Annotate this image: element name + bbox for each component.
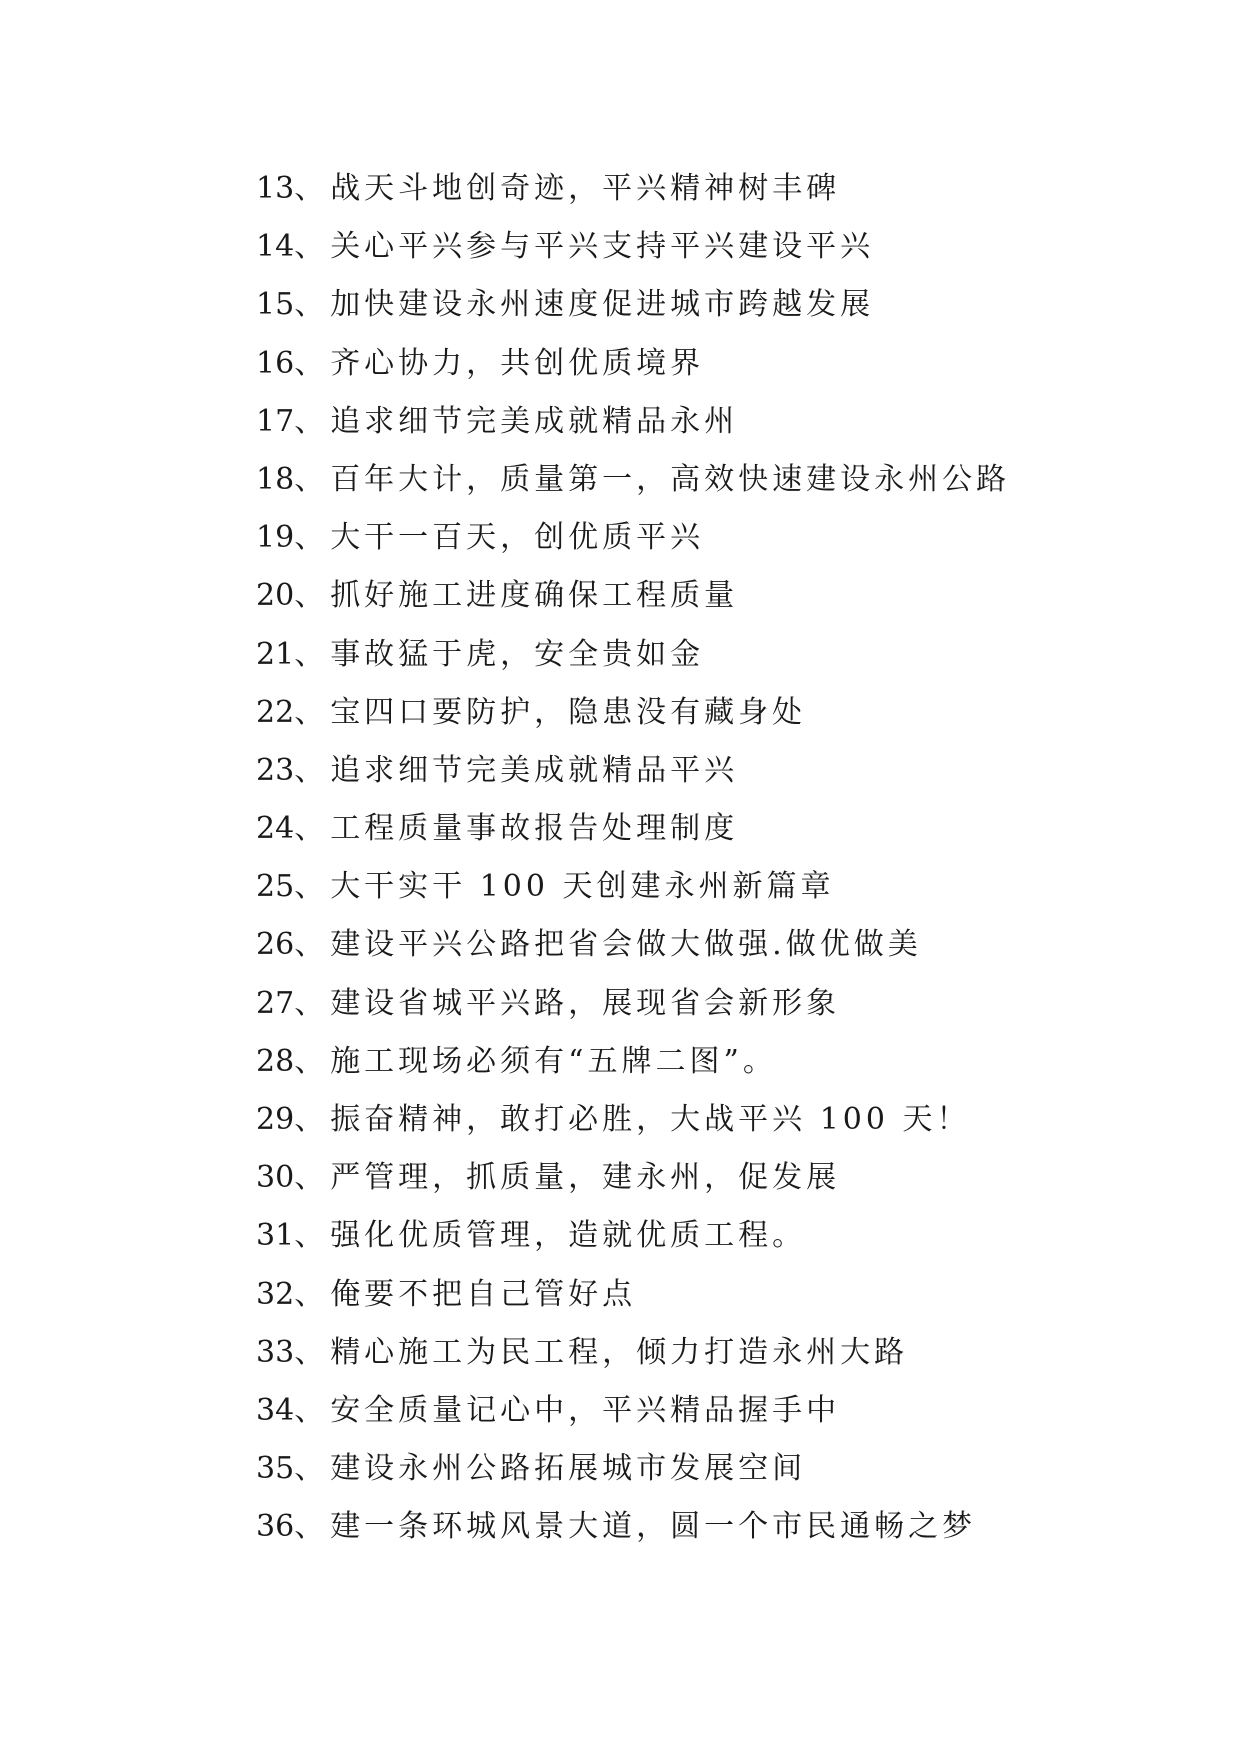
list-item [256, 393, 1156, 451]
item-number: 26 [256, 927, 295, 963]
item-text: 事故猛于虎，安全贵如金 [330, 636, 705, 672]
item-number: 24 [256, 811, 295, 847]
item-separator: 、 [294, 578, 325, 614]
item-text: 追求细节完美成就精品永州 [330, 403, 739, 439]
list-item [256, 1324, 1156, 1382]
list-item [256, 1149, 1156, 1207]
item-text: 俺要不把自己管好点 [330, 1276, 637, 1312]
item-number: 15 [256, 287, 295, 323]
item-text: 精心施工为民工程，倾力打造永州大路 [330, 1334, 909, 1370]
list-item [256, 1033, 1156, 1091]
item-text: 加快建设永州速度促进城市跨越发展 [330, 287, 875, 323]
item-separator: 、 [294, 752, 325, 788]
item-number: 28 [256, 1043, 295, 1079]
item-separator: 、 [294, 869, 325, 905]
item-text: 齐心协力，共创优质境界 [330, 345, 705, 381]
item-text: 关心平兴参与平兴支持平兴建设平兴 [330, 229, 875, 265]
list-item [256, 626, 1156, 684]
item-text: 追求细节完美成就精品平兴 [330, 752, 739, 788]
item-text: 宝四口要防护，隐患没有藏身处 [330, 694, 807, 730]
item-number: 20 [256, 578, 295, 614]
item-separator: 、 [294, 403, 325, 439]
item-separator: 、 [294, 1160, 325, 1196]
item-text: 施工现场必须有“五牌二图”。 [330, 1043, 777, 1079]
item-number: 18 [256, 461, 295, 497]
item-separator: 、 [294, 694, 325, 730]
item-number: 14 [256, 229, 295, 265]
list-item [256, 858, 1156, 916]
list-item [256, 1207, 1156, 1265]
item-number: 30 [256, 1160, 295, 1196]
item-text: 建一条环城风景大道，圆一个市民通畅之梦 [330, 1509, 977, 1545]
list-item [256, 160, 1156, 218]
item-number: 33 [256, 1334, 295, 1370]
item-number: 22 [256, 694, 295, 730]
item-separator: 、 [294, 229, 325, 265]
item-separator: 、 [294, 1509, 325, 1545]
item-number: 13 [256, 171, 295, 206]
list-item [256, 684, 1156, 742]
list-item [256, 451, 1156, 509]
item-number: 19 [256, 520, 295, 556]
item-number: 32 [256, 1276, 295, 1312]
item-separator: 、 [294, 927, 325, 963]
item-text: 严管理，抓质量，建永州，促发展 [330, 1160, 841, 1196]
item-separator: 、 [294, 287, 325, 323]
item-number: 16 [256, 345, 295, 381]
item-number: 31 [256, 1218, 295, 1254]
item-number: 23 [256, 752, 295, 788]
list-item [256, 567, 1156, 625]
item-separator: 、 [294, 1451, 325, 1487]
item-separator: 、 [294, 345, 325, 381]
item-text: 百年大计，质量第一，高效快速建设永州公路 [330, 461, 1011, 497]
list-item [256, 335, 1156, 393]
list-item [256, 1266, 1156, 1324]
item-number: 27 [256, 985, 295, 1021]
list-item [256, 916, 1156, 974]
item-text: 工程质量事故报告处理制度 [330, 811, 739, 847]
list-item [256, 218, 1156, 276]
item-separator: 、 [294, 171, 325, 206]
list-item [256, 509, 1156, 567]
item-number: 35 [256, 1451, 295, 1487]
item-separator: 、 [294, 636, 325, 672]
item-separator: 、 [294, 985, 325, 1021]
slogan-list [256, 160, 1156, 1557]
item-number: 21 [256, 636, 295, 672]
item-separator: 、 [294, 1392, 325, 1428]
item-text: 建设省城平兴路，展现省会新形象 [330, 985, 841, 1021]
item-separator: 、 [294, 461, 325, 497]
item-text: 振奋精神，敢打必胜，大战平兴 100 天！ [330, 1102, 971, 1137]
list-item [256, 975, 1156, 1033]
list-item [256, 276, 1156, 334]
item-text: 建设平兴公路把省会做大做强.做优做美 [330, 927, 922, 963]
item-text: 安全质量记心中，平兴精品握手中 [330, 1392, 841, 1428]
item-separator: 、 [294, 1043, 325, 1079]
list-item [256, 800, 1156, 858]
item-number: 29 [256, 1102, 295, 1137]
item-separator: 、 [294, 811, 325, 847]
list-item [256, 1382, 1156, 1440]
item-separator: 、 [294, 1334, 325, 1370]
list-item [256, 742, 1156, 800]
item-separator: 、 [294, 1102, 325, 1137]
item-text: 强化优质管理，造就优质工程。 [330, 1218, 807, 1254]
item-text: 大干一百天，创优质平兴 [330, 520, 705, 556]
item-separator: 、 [294, 520, 325, 556]
item-text: 战天斗地创奇迹，平兴精神树丰碑 [330, 171, 841, 206]
item-text: 建设永州公路拓展城市发展空间 [330, 1451, 807, 1487]
item-separator: 、 [294, 1218, 325, 1254]
item-number: 17 [256, 403, 295, 439]
item-number: 36 [256, 1509, 295, 1545]
item-text: 大干实干 100 天创建永州新篇章 [330, 869, 835, 905]
item-number: 34 [256, 1392, 295, 1428]
item-text: 抓好施工进度确保工程质量 [330, 578, 739, 614]
list-item [256, 1498, 1156, 1556]
list-item [256, 1440, 1156, 1498]
list-item [256, 1091, 1156, 1149]
item-number: 25 [256, 869, 295, 905]
item-separator: 、 [294, 1276, 325, 1312]
